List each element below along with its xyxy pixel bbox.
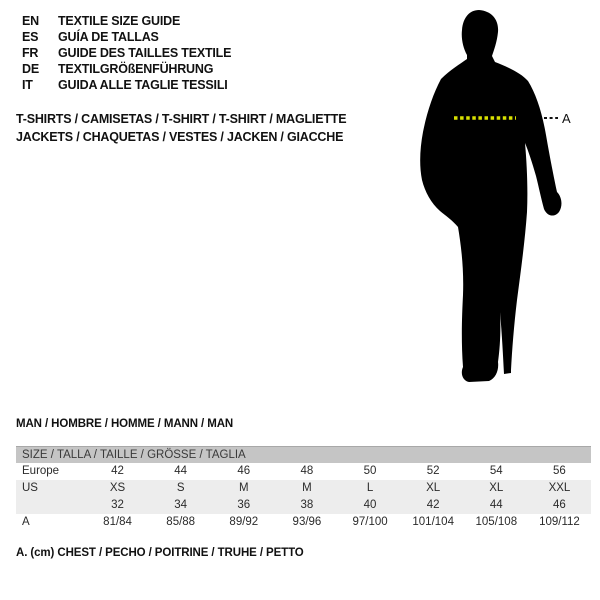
size-cell: 50: [363, 465, 377, 477]
language-code: IT: [22, 78, 33, 92]
size-cell: 97/100: [352, 516, 388, 528]
language-row: [22, 45, 231, 61]
size-cell: 44: [174, 465, 188, 477]
table-header: SIZE / TALLA / TAILLE / GRÖSSE / TAGLIA: [16, 446, 591, 463]
size-cell: 44: [489, 499, 503, 511]
size-cell: 93/96: [292, 516, 322, 528]
size-cell: 34: [174, 499, 188, 511]
man-silhouette-figure: [398, 0, 600, 400]
gender-title: MAN / HOMBRE / HOMME / MANN / MAN: [16, 418, 234, 430]
row-label: Europe: [22, 465, 60, 477]
language-row: [22, 77, 231, 93]
size-cell: XL: [489, 482, 504, 494]
size-cell: 54: [489, 465, 503, 477]
size-cell: 105/108: [475, 516, 518, 528]
category-tshirts: T-SHIRTS / CAMISETAS / T-SHIRT / T-SHIRT / MAGLIETTE: [16, 112, 347, 126]
language-title: GUIDE DES TAILLES TEXTILE: [58, 46, 232, 60]
table-row-numeric: [16, 497, 591, 514]
category-jackets: JACKETS / CHAQUETAS / VESTES / JACKEN / GIACCHE: [16, 130, 344, 144]
size-cell: 101/104: [412, 516, 454, 528]
row-label: A: [22, 516, 30, 528]
size-cell: XL: [426, 482, 441, 494]
measurement-footnote: A. (cm) CHEST / PECHO / POITRINE / TRUHE / PETTO: [16, 547, 304, 559]
size-cell: 32: [111, 499, 124, 511]
row-label: US: [22, 482, 38, 494]
size-cell: M: [302, 482, 312, 494]
language-row: [22, 13, 231, 29]
size-cell: 36: [237, 499, 251, 511]
size-cell: 85/88: [166, 516, 196, 528]
size-cell: 40: [363, 499, 377, 511]
size-cell: L: [366, 482, 374, 494]
table-row-europe: [16, 463, 591, 480]
size-cell: 89/92: [229, 516, 259, 528]
size-cell: 42: [426, 499, 440, 511]
size-cell: XXL: [548, 482, 571, 494]
table-row-us: [16, 480, 591, 497]
language-list: [22, 13, 231, 93]
language-title: TEXTILGRÖßENFÜHRUNG: [58, 62, 214, 76]
size-cell: XS: [109, 482, 126, 494]
language-title: GUÍA DE TALLAS: [58, 30, 159, 44]
size-cell: 46: [237, 465, 251, 477]
table-row-chest: [16, 514, 591, 531]
size-cell: S: [176, 482, 185, 494]
size-cell: 81/84: [103, 516, 132, 528]
man-silhouette: [420, 10, 561, 382]
category-lines: [16, 110, 346, 146]
language-title: TEXTILE SIZE GUIDE: [58, 14, 181, 28]
size-cell: 48: [300, 465, 314, 477]
language-code: EN: [22, 14, 39, 28]
size-cell: 56: [553, 465, 566, 477]
size-cell: 109/112: [539, 516, 580, 528]
size-cell: 52: [426, 465, 440, 477]
size-table: [16, 446, 591, 531]
size-cell: M: [239, 482, 249, 494]
language-code: ES: [22, 30, 39, 44]
language-row: [22, 61, 231, 77]
size-cell: 46: [553, 499, 566, 511]
language-code: DE: [22, 62, 39, 76]
size-cell: 38: [300, 499, 314, 511]
measure-label-a: A: [562, 111, 571, 126]
size-cell: 42: [111, 465, 124, 477]
language-title: GUIDA ALLE TAGLIE TESSILI: [58, 78, 228, 92]
language-code: FR: [22, 46, 39, 60]
language-row: [22, 29, 231, 45]
